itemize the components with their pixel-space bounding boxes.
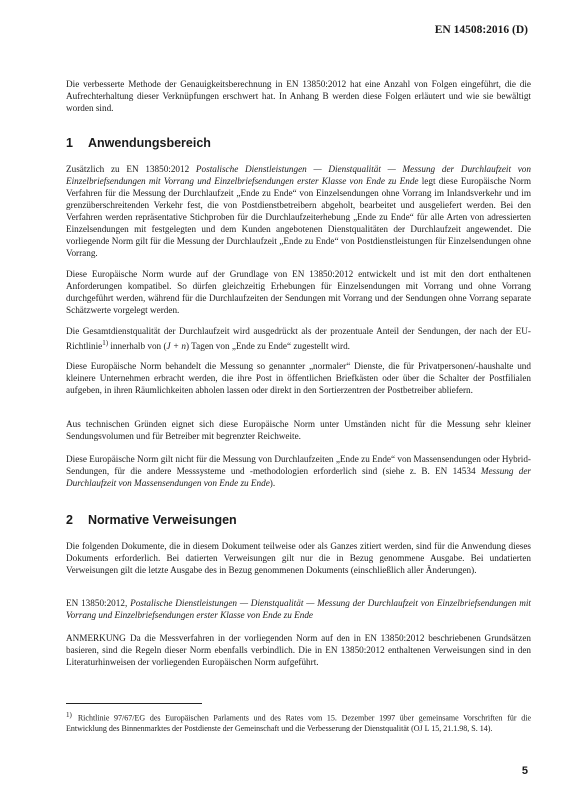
section-2-heading [66,513,237,527]
section-1-paragraph-1 [66,163,531,259]
section-1-heading [66,136,211,150]
s1p1-title-italic: Postalische Dienstleistungen — Dienstqualität — Messung der Durchlaufzeit von Einzelbriefsendungen mit Vorrang und Einzelbriefsendungen erster Klasse von Ende zu Ende [66,164,531,186]
s1p3-text-a: Die Gesamtdienstqualität der Durchlaufzeit wird ausgedrückt als der prozentuale Anteil der Sendungen, der nach der EU-Richtlinie [66,326,531,352]
note-paragraph [66,632,531,668]
section-2-number: 2 [66,513,73,527]
s1p6-text-b: ). [269,478,276,488]
footnote-separator [66,703,202,704]
s2p1-text: Die folgenden Dokumente, die in diesem Dokument teilweise oder als Ganzes zitiert werden, sind für die Anwendung dieses Dokuments erforderlich. Bei datierten Verweisungen gilt nur die in Bezug genommene Ausgabe. Bei undatierten Verweisungen gilt die letzte Ausgabe des in Bezug genommenen Dokuments (einschließlich aller Änderungen). [66,541,531,575]
ref-title-italic: Postalische Dienstleistungen — Dienstqualität — Messung der Durchlaufzeit von Einzelbriefsendungen mit Vorrang und Einzelbriefsendungen erster Klasse von Ende zu Ende [66,598,531,620]
footnote-mark: 1) [66,711,72,719]
section-1-paragraph-5 [66,418,531,442]
section-1-paragraph-4 [66,360,531,396]
document-code: EN 14508:2016 (D) [434,24,528,36]
s1p1-text-a: Zusätzlich zu EN 13850:2012 [66,164,196,174]
footnote-ref: 1) [102,339,109,347]
section-2-paragraph-1 [66,540,531,576]
normative-reference [66,597,531,621]
section-1-number: 1 [66,136,73,150]
footnote-text: Richtlinie 97/67/EG des Europäischen Parlaments und des Rates vom 15. Dezember 1997 über gemeinsame Vorschriften für die Entwicklung des Binnenmarktes der Postdienste der Gemeinschaft und die Verbesserung der Dienstqualität (OJ L 15, 21.1.98, S. 14). [66,713,531,734]
s1p3-text-c: ) Tagen von „Ende zu Ende“ zugestellt wird. [185,341,350,352]
note-label: ANMERKUNG [66,633,126,643]
section-1-paragraph-2 [66,268,531,316]
s1p1-text-b: legt diese Europäische Norm Verfahren für die Messung der Durchlaufzeit „Ende zu Ende“ von Einzelsendungen ohne Vorrang im Inlandsverkehr und im grenzüberschreitenden Verkehr fest, die von Postdienstbetreibern abgeholt, bearbeitet und ausgeliefert werden. Bei den Verfahren werden repräsentative Stichproben für die Durchlaufzeiterhebung „Ende zu Ende“ für alle Arten von adressierten Einzelsendungen mit festgelegten und dem Kunden angebotenen Dienstqualitäten der Durchlaufzeit angewendet. Die vorliegende Norm gilt für die Messung der Durchlaufzeit „Ende zu Ende“ von Postdienstleistungen für Einzelsendungen ohne Vorrang. [66,176,531,258]
note-text: Da die Messverfahren in der vorliegenden Norm auf den in EN 13850:2012 beschriebenen Grundsätzen basieren, sind die Regeln dieser Norm ebenfalls verbindlich. Die in EN 13850:2012 enthaltenen Verweisungen sind in den Literaturhinweisen der vorliegenden Europäischen Norm aufgeführt. [66,633,531,667]
section-2-title: Normative Verweisungen [88,513,237,527]
section-1-paragraph-3 [66,325,531,352]
footnote [66,710,531,735]
s1p3-formula: J + n [166,341,186,352]
s1p6-italic: Messung der Durchlaufzeit von Massensendungen von Ende zu Ende [66,466,531,488]
s1p2-text: Diese Europäische Norm wurde auf der Grundlage von EN 13850:2012 entwickelt und ist mit den dort enthaltenen Anforderungen kompatibel. So dürfen gleichzeitig Erhebungen für Einzelsendungen mit Vorrang und ohne Vorrang durchgeführt werden, während für die Durchlaufzeiten der Sendungen mit Vorrang und der Sendungen ohne Vorrang separate Schätzwerte vorgelegt werden. [66,269,531,315]
s1p6-text-a: Diese Europäische Norm gilt nicht für die Messung von Durchlaufzeiten „Ende zu Ende“ von Massensendungen oder Hybrid-Sendungen, für die andere Messsysteme und -methodologien erforderlich sind (siehe z. B. EN 14534 [66,454,531,476]
s1p5-text: Aus technischen Gründen eignet sich diese Europäische Norm unter Umständen nicht für die Messung sehr kleiner Sendungsvolumen und für Betreiber mit begrenzter Reichweite. [66,419,531,441]
page-number: 5 [521,765,528,777]
intro-text: Die verbesserte Methode der Genauigkeitsberechnung in EN 13850:2012 hat eine Anzahl von Folgen eingeführt, die die Aufrechterhaltung dieser Verknüpfungen erschwert hat. In Anhang B werden diese Folgen erläutert und wie sie bewältigt worden sind. [66,79,531,113]
ref-code: EN 13850:2012, [66,598,131,608]
s1p4-text: Diese Europäische Norm behandelt die Messung so genannter „normaler“ Dienste, die für Privatpersonen/-haushalte und kleinere Unternehmen erbracht werden, die ihre Post in öffentlichen Briefkästen oder über die Schalter der Postfilialen aufgeben, in ihren Räumlichkeiten abholen lassen oder direkt in den Sortierzentren der Postbetreiber abliefern. [66,361,531,395]
section-1-paragraph-6 [66,453,531,489]
s1p3-text-b: innerhalb von ( [108,341,167,352]
intro-paragraph [66,78,531,114]
section-1-title: Anwendungsbereich [88,136,211,150]
